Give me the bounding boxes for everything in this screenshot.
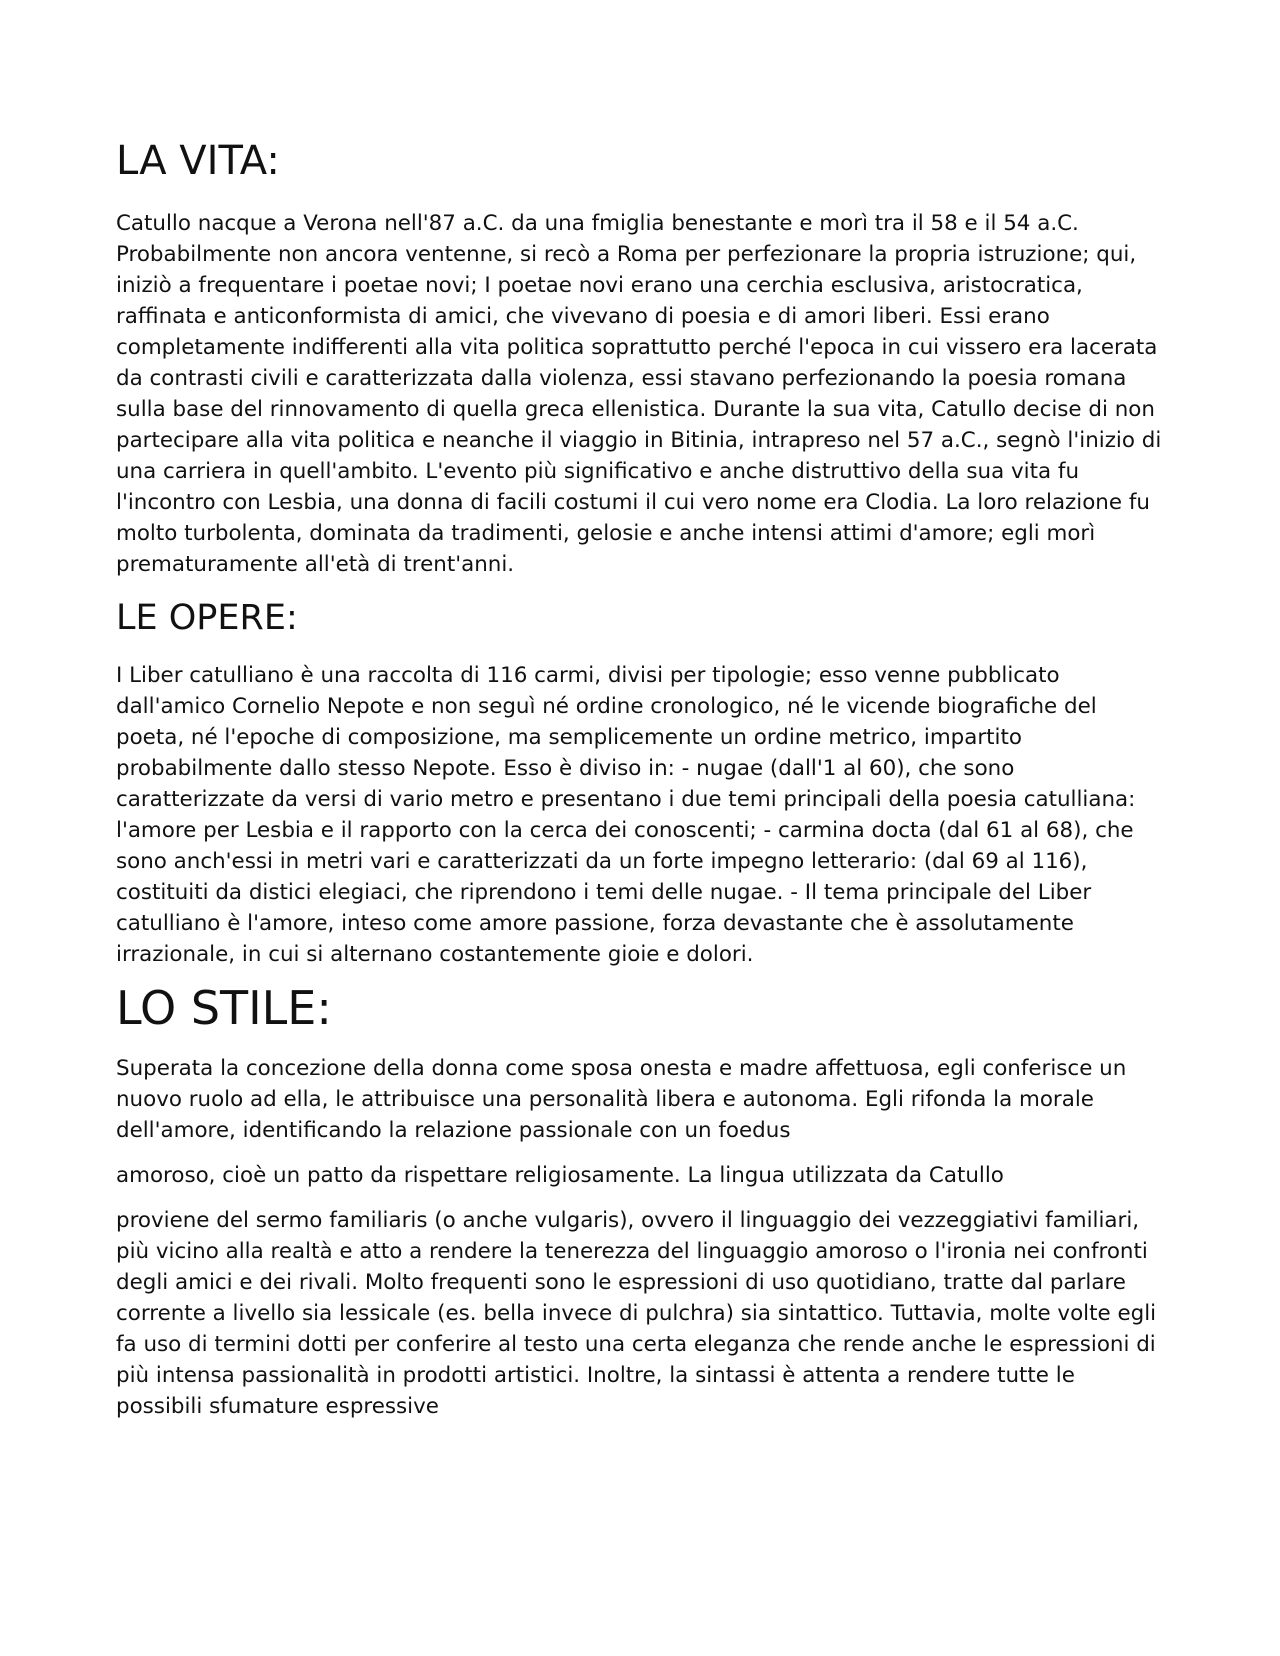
paragraph-le-opere: I Liber catulliano è una raccolta di 116 carmi, divisi per tipologie; esso venne pubblicato dall'amico Cornelio Nepote e non seguì né ordine cronologico, né le vicende biografiche del poeta, né l'epoche di composizione, ma semplicemente un ordine metrico, impartito probabilmente dallo stesso Nepote. Esso è diviso in: - nugae (dall'1 al 60), che sono caratterizzate da versi di vario metro e presentano i due temi principali della poesia catulliana: l'amore per Lesbia e il rapporto con la cerca dei conoscenti; - carmina docta (dal 61 al 68), che sono anch'essi in metri vari e caratterizzati da un forte impegno letterario: (dal 69 al 116), costituiti da distici elegiaci, che riprendono i temi delle nugae. - Il tema principale del Liber catulliano è l'amore, inteso come amore passione, forza devastante che è assolutamente irrazionale, in cui si alternano costantemente gioie e dolori. <box>116 663 1136 968</box>
paragraph-lo-stile-part3: proviene del sermo familiaris (o anche vulgaris), ovvero il linguaggio dei vezzeggiativi familiari, più vicino alla realtà e atto a rendere la tenerezza del linguaggio amoroso o l'ironia nei confronti degli amici e dei rivali. Molto frequenti sono le espressioni di uso quotidiano, tratte dal parlare corrente a livello sia lessicale (es. bella invece di pulchra) sia sintattico. Tuttavia, molte volte egli fa uso di termini dotti per conferire al testo una certa eleganza che rende anche le espressioni di più intensa passionalità in prodotti artistici. Inoltre, la sintassi è attenta a rendere tutte le possibili sfumature espressive <box>116 1208 1157 1420</box>
paragraph-la-vita: Catullo nacque a Verona nell'87 a.C. da una fmiglia benestante e morì tra il 58 e il 54 a.C. Probabilmente non ancora ventenne, si recò a Roma per perfezionare la propria istruzione; qui, iniziò a frequentare i poetae novi; I poetae novi erano una cerchia esclusiva, aristocratica, raffinata e anticonformista di amici, che vivevano di poesia e di amori liberi. Essi erano completamente indifferenti alla vita politica soprattutto perché l'epoca in cui vissero era lacerata da contrasti civili e caratterizzata dalla violenza, essi stavano perfezionando la poesia romana sulla base del rinnovamento di quella greca ellenistica. Durante la sua vita, Catullo decise di non partecipare alla vita politica e neanche il viaggio in Bitinia, intrapreso nel 57 a.C., segnò l'inizio di una carriera in quell'ambito. L'evento più significativo e anche distruttivo della sua vita fu l'incontro con Lesbia, una donna di facili costumi il cui vero nome era Clodia. La loro relazione fu molto turbolenta, dominata da tradimenti, gelosie e anche intensi attimi d'amore; egli morì prematuramente all'età di trent'anni. <box>116 211 1162 577</box>
heading-lo-stile: LO STILE: <box>116 981 332 1036</box>
paragraph-lo-stile-part1: Superata la concezione della donna come sposa onesta e madre affettuosa, egli conferisce un nuovo ruolo ad ella, le attribuisce una personalità libera e autonoma. Egli rifonda la morale dell'amore, identificando la relazione passionale con un foedus <box>116 1056 1127 1144</box>
paragraph-lo-stile-part2: amoroso, cioè un patto da rispettare religiosamente. La lingua utilizzata da Catullo <box>116 1163 1004 1189</box>
heading-la-vita: LA VITA: <box>116 138 280 184</box>
document-page <box>116 138 1166 1422</box>
heading-le-opere: LE OPERE: <box>116 598 298 638</box>
